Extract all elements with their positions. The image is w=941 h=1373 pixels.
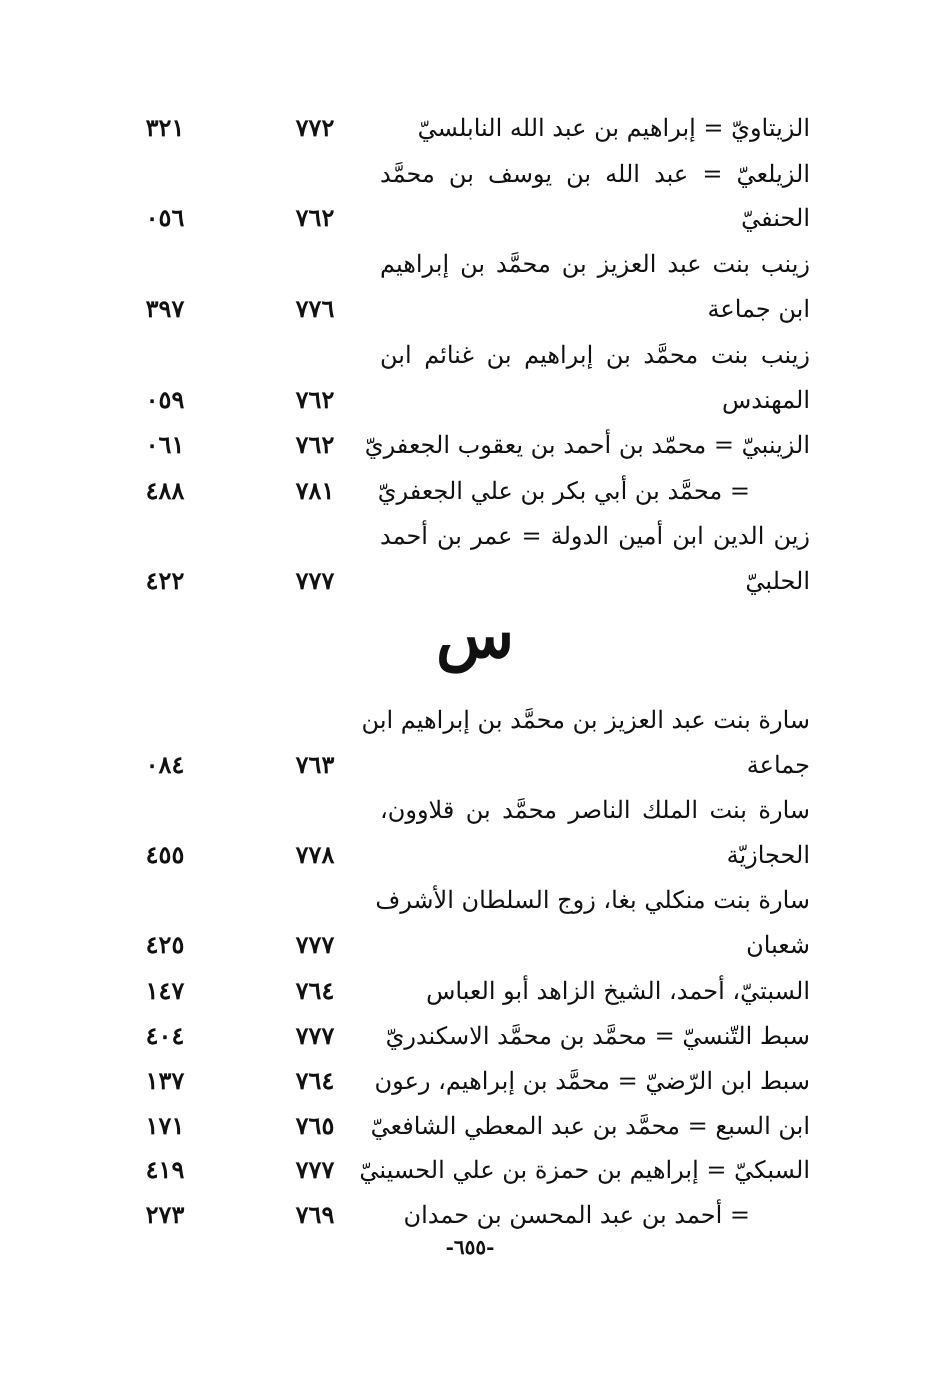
- entry-page: ٠٨٤: [145, 750, 185, 779]
- index-entry: [120, 335, 810, 375]
- entry-year: ٧٧٧: [295, 1021, 335, 1050]
- entry-name: سارة بنت الملك الناصر محمَّد بن قلاوون،: [380, 796, 810, 824]
- entry-year: ٧٦٥: [295, 1111, 335, 1140]
- entry-page: ٢٧٣: [145, 1200, 185, 1229]
- index-entry: [120, 244, 810, 284]
- entry-year: ٧٨١: [295, 476, 335, 505]
- index-entry: [120, 198, 810, 238]
- entry-year: ٧٧٨: [295, 840, 335, 869]
- entry-name: الحنفيّ: [741, 204, 810, 232]
- entry-name: جماعة: [746, 751, 810, 779]
- entry-page: ٠٥٩: [145, 385, 185, 414]
- entry-name: ابن السبع = محمَّد بن عبد المعطي الشافعيّ: [370, 1112, 810, 1140]
- entry-year: ٧٦٢: [295, 430, 335, 459]
- entry-name: شعبان: [746, 931, 810, 959]
- entry-page: ١٧١: [145, 1111, 185, 1140]
- index-entry: [120, 700, 810, 740]
- section-letter-heading: س: [435, 598, 515, 673]
- entry-name: سارة بنت عبد العزيز بن محمَّد بن إبراهيم ابن: [361, 706, 810, 734]
- entry-name: = محمَّد بن أبي بكر بن علي الجعفريّ: [377, 477, 750, 505]
- entry-name: الزيلعيّ = عبد الله بن يوسف بن محمَّد: [380, 160, 810, 188]
- entry-name: زين الدين ابن أمين الدولة = عمر بن أحمد: [380, 522, 810, 550]
- entry-name: الزيتاويّ = إبراهيم بن عبد الله النابلسيّ: [417, 114, 810, 142]
- index-entry: [120, 289, 810, 329]
- index-entry: [120, 516, 810, 556]
- entry-name: = أحمد بن عبد المحسن بن حمدان: [403, 1201, 750, 1229]
- entry-name: سارة بنت منكلي بغا، زوج السلطان الأشرف: [375, 886, 810, 914]
- index-entry: [120, 745, 810, 785]
- entry-page: ٤٢٥: [145, 930, 185, 959]
- index-entry: [120, 380, 810, 420]
- entry-name: السبكيّ = إبراهيم بن حمزة بن علي الحسينيّ: [359, 1156, 810, 1184]
- index-entry: [120, 471, 810, 511]
- index-entry: [120, 790, 810, 830]
- entry-year: ٧٦٩: [295, 1200, 335, 1229]
- entry-page: ٣٩٧: [145, 294, 185, 323]
- entry-page: ٤١٩: [145, 1155, 185, 1184]
- entry-page: ٠٦١: [145, 430, 185, 459]
- index-entry: [120, 835, 810, 875]
- entry-name: سبط التّنسيّ = محمَّد بن محمَّد الاسكندريّ: [385, 1022, 810, 1050]
- entry-year: ٧٧٧: [295, 566, 335, 595]
- entry-year: ٧٧٧: [295, 1155, 335, 1184]
- index-entry: [120, 1061, 810, 1101]
- index-entry: [120, 1106, 810, 1146]
- page-number: -٦٥٥-: [445, 1235, 495, 1259]
- index-entry: [120, 561, 810, 601]
- entry-page: ٤٠٤: [145, 1021, 185, 1050]
- entry-name: سبط ابن الرّضيّ = محمَّد بن إبراهيم، رعون: [374, 1067, 810, 1095]
- entry-name: ابن جماعة: [707, 295, 810, 323]
- entry-year: ٧٦٢: [295, 385, 335, 414]
- index-entry: [120, 1016, 810, 1056]
- index-entry: [120, 425, 810, 465]
- index-entry: [120, 925, 810, 965]
- entry-page: ١٤٧: [145, 976, 185, 1005]
- entry-page: ٣٢١: [145, 113, 185, 142]
- entry-name: الحلبيّ: [745, 567, 810, 595]
- entry-name: زينب بنت محمَّد بن إبراهيم بن غنائم ابن: [380, 341, 810, 369]
- entry-year: ٧٦٤: [295, 1066, 335, 1095]
- entry-year: ٧٧٢: [295, 113, 335, 142]
- entry-page: ٤٥٥: [145, 840, 185, 869]
- entry-year: ٧٧٧: [295, 930, 335, 959]
- entry-year: ٧٦٣: [295, 750, 335, 779]
- index-entry: [120, 880, 810, 920]
- entry-name: الزينبيّ = محمّد بن أحمد بن يعقوب الجعفريّ: [364, 431, 810, 459]
- entry-name: الحجازيّة: [726, 841, 810, 869]
- entry-year: ٧٦٢: [295, 203, 335, 232]
- index-entry: [120, 154, 810, 194]
- entry-name: زينب بنت عبد العزيز بن محمَّد بن إبراهيم: [380, 250, 810, 278]
- entry-page: ٤٢٢: [145, 566, 185, 595]
- index-entry: [120, 1195, 810, 1235]
- entry-page: ٠٥٦: [145, 203, 185, 232]
- entry-name: المهندس: [721, 386, 810, 414]
- index-entry: [120, 1150, 810, 1190]
- entry-year: ٧٦٤: [295, 976, 335, 1005]
- entry-year: ٧٧٦: [295, 294, 335, 323]
- index-entry: [120, 971, 810, 1011]
- entry-page: ١٣٧: [145, 1066, 185, 1095]
- index-entry: [120, 108, 810, 148]
- entry-name: السبتيّ، أحمد، الشيخ الزاهد أبو العباس: [426, 977, 810, 1005]
- entry-page: ٤٨٨: [145, 476, 185, 505]
